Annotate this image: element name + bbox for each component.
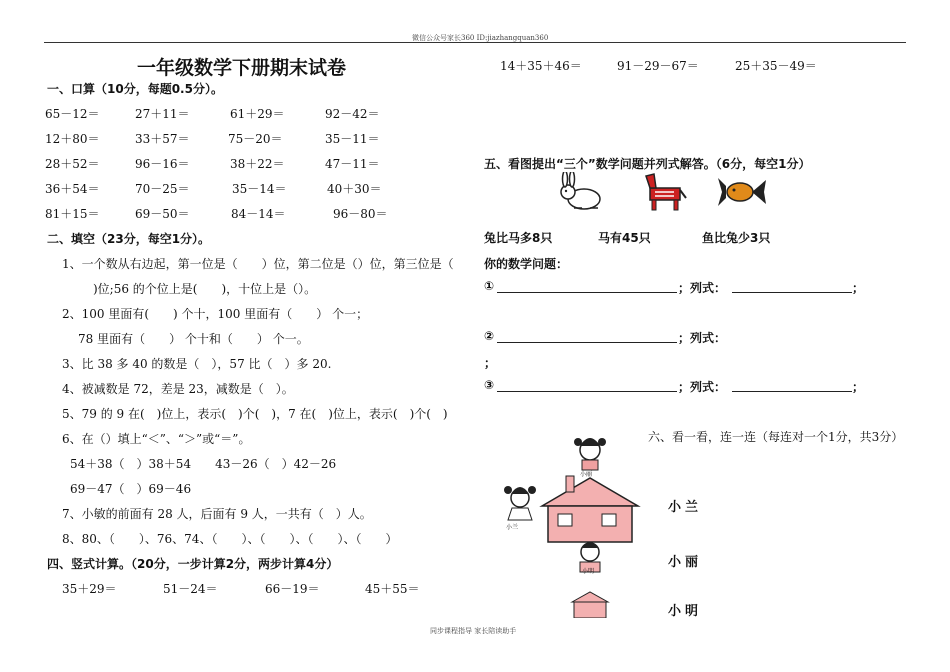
footer-note: 同步课程指导 家长陪读助手 xyxy=(430,627,517,635)
oral-problem: 70－25＝ xyxy=(135,182,190,196)
fact-text: 马有45只 xyxy=(598,231,651,245)
formula-label: ；列式： xyxy=(678,331,727,345)
fill-line: 69－47（ ）69－46 xyxy=(70,482,192,496)
fill-line: 4、被减数是 72，差是 23，减数是（ ）。 xyxy=(62,382,294,396)
formula-label: ；列式： xyxy=(678,281,727,295)
line-end: ； xyxy=(484,356,497,370)
question-number: ② xyxy=(484,329,495,343)
fact-text: 鱼比兔少3只 xyxy=(702,231,771,245)
formula-label: ；列式： xyxy=(678,380,727,394)
goldfish-image xyxy=(716,172,768,212)
fill-line: 1、一个数从右边起，第一位是（ ）位，第二位是（）位，第三位是（ xyxy=(62,257,454,271)
vertical-heading: 四、竖式计算。（20分，一步计算2分，两步计算4分） xyxy=(47,557,339,571)
fill-heading: 二、填空（23分，每空1分）。 xyxy=(47,232,211,246)
oral-problem: 81＋15＝ xyxy=(45,207,100,221)
oral-problem: 96－16＝ xyxy=(135,157,190,171)
formula-answer-line[interactable] xyxy=(732,278,852,293)
match-target[interactable]: 小丽 xyxy=(668,555,703,570)
vertical-problem: 25＋35－49＝ xyxy=(735,59,817,73)
oral-problem: 36＋54＝ xyxy=(45,182,100,196)
oral-problem: 92－42＝ xyxy=(325,107,380,121)
fill-line: 78 里面有（ ） 个十和（ ） 个一。 xyxy=(78,332,309,346)
line-end: ； xyxy=(852,380,865,394)
picture-label: 小丽 xyxy=(580,471,593,478)
horse-image xyxy=(638,172,690,212)
oral-problem: 35－11＝ xyxy=(325,132,380,146)
oral-problem: 75－20＝ xyxy=(228,132,283,146)
fill-line: 3、比 38 多 40 的数是（ ），57 比（ ）多 20. xyxy=(62,357,332,371)
oral-problem: 69－50＝ xyxy=(135,207,190,221)
vertical-problem: 51－24＝ xyxy=(163,582,218,596)
question-answer-line[interactable] xyxy=(497,278,677,293)
question-number: ③ xyxy=(484,378,495,392)
question-answer-line[interactable] xyxy=(497,328,677,343)
oral-problem: 12＋80＝ xyxy=(45,132,100,146)
line-end: ； xyxy=(852,281,865,295)
vertical-problem: 14＋35＋46＝ xyxy=(500,59,582,73)
question-number: ① xyxy=(484,279,495,293)
your-question-label: 你的数学问题： xyxy=(484,257,569,271)
vertical-problem: 35＋29＝ xyxy=(62,582,117,596)
question-answer-line[interactable] xyxy=(497,377,677,392)
vertical-problem: 66－19＝ xyxy=(265,582,320,596)
header-divider xyxy=(44,42,906,43)
oral-problem: 28＋52＝ xyxy=(45,157,100,171)
fill-line: )位;56 的个位上是( )，十位上是（）。 xyxy=(93,282,317,296)
oral-problem: 38＋22＝ xyxy=(230,157,285,171)
page-title: 一年级数学下册期末试卷 xyxy=(137,57,347,79)
oral-problem: 61＋29＝ xyxy=(230,107,285,121)
fact-text: 兔比马多8只 xyxy=(484,231,553,245)
oral-problem: 27＋11＝ xyxy=(135,107,190,121)
oral-problem: 96－80＝ xyxy=(333,207,388,221)
match-target[interactable]: 小明 xyxy=(668,604,703,619)
oral-problem: 65－12＝ xyxy=(45,107,100,121)
oral-heading: 一、口算（10分，每题0.5分）。 xyxy=(47,82,223,96)
picture-label: 小明 xyxy=(582,568,595,575)
formula-answer-line[interactable] xyxy=(732,377,852,392)
oral-problem: 35－14＝ xyxy=(232,182,287,196)
fill-line: 6、在（）填上“＜”、“＞”或“＝”。 xyxy=(62,432,251,446)
fill-line: 5、79 的 9 在( )位上，表示( )个( )，7 在( )位上，表示( )个( ) xyxy=(62,407,448,421)
header-note: 微信公众号家长360 ID:jiazhangquan360 xyxy=(412,34,549,42)
fill-line: 2、100 里面有( ) 个十，100 里面有（ ） 个一； xyxy=(62,307,369,321)
oral-problem: 84－14＝ xyxy=(231,207,286,221)
matching-heading: 六、看一看，连一连（每连对一个1分，共3分） xyxy=(648,430,904,444)
fill-line: 54＋38（ ）38＋54 43－26（ ）42－26 xyxy=(70,457,337,471)
pictures-heading: 五、看图提出“三个”数学问题并列式解答。（6分，每空1分） xyxy=(484,157,811,171)
fill-line: 7、小敏的前面有 28 人，后面有 9 人，一共有（ ）人。 xyxy=(62,507,372,521)
oral-problem: 47－11＝ xyxy=(325,157,380,171)
fill-line: 8、80、（ ）、76、74、（ ）、（ ）、（ ）、（ ） xyxy=(62,532,398,546)
vertical-problem: 45＋55＝ xyxy=(365,582,420,596)
match-target[interactable]: 小兰 xyxy=(668,500,703,515)
oral-problem: 33＋57＝ xyxy=(135,132,190,146)
vertical-problem: 91－29－67＝ xyxy=(617,59,699,73)
rabbit-image xyxy=(554,172,606,212)
oral-problem: 40＋30＝ xyxy=(327,182,382,196)
picture-label: 小兰 xyxy=(506,524,519,531)
